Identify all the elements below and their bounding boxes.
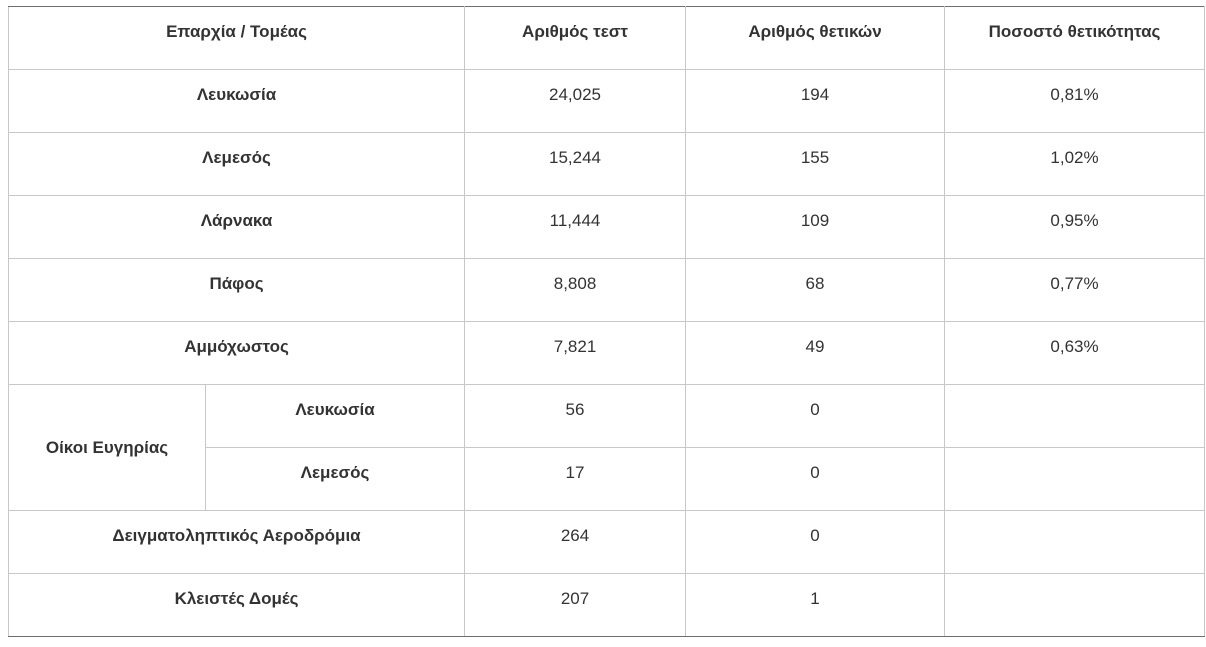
table-row [9, 196, 1205, 259]
row-positives: 194 [686, 70, 945, 133]
row-label: Δειγματοληπτικός Αεροδρόμια [9, 511, 465, 574]
header-district: Επαρχία / Τομέας [9, 7, 465, 70]
row-tests: 207 [465, 574, 686, 637]
row-rate: 0,77% [945, 259, 1205, 322]
row-label: Αμμόχωστος [9, 322, 465, 385]
row-tests: 15,244 [465, 133, 686, 196]
test-results-table [8, 6, 1205, 637]
table-row [9, 574, 1205, 637]
row-tests: 264 [465, 511, 686, 574]
row-positives: 109 [686, 196, 945, 259]
row-rate [945, 574, 1205, 637]
care-homes-label: Οίκοι Ευγηρίας [9, 385, 206, 511]
results-table-wrapper [8, 6, 1205, 637]
row-label: Πάφος [9, 259, 465, 322]
row-rate: 0,81% [945, 70, 1205, 133]
row-label: Λευκωσία [9, 70, 465, 133]
header-positivity-rate: Ποσοστό θετικότητας [945, 7, 1205, 70]
row-tests: 7,821 [465, 322, 686, 385]
header-positives: Αριθμός θετικών [686, 7, 945, 70]
row-label: Λεμεσός [9, 133, 465, 196]
row-label: Κλειστές Δομές [9, 574, 465, 637]
row-rate: 0,95% [945, 196, 1205, 259]
row-label: Λάρνακα [9, 196, 465, 259]
header-tests: Αριθμός τεστ [465, 7, 686, 70]
table-row [9, 70, 1205, 133]
table-header-row [9, 7, 1205, 70]
row-positives: 0 [686, 385, 945, 448]
row-positives: 68 [686, 259, 945, 322]
table-row [9, 511, 1205, 574]
row-label: Λευκωσία [206, 385, 465, 448]
row-positives: 155 [686, 133, 945, 196]
row-rate [945, 511, 1205, 574]
row-label: Λεμεσός [206, 448, 465, 511]
row-tests: 17 [465, 448, 686, 511]
table-row [9, 259, 1205, 322]
row-tests: 11,444 [465, 196, 686, 259]
row-tests: 56 [465, 385, 686, 448]
row-rate [945, 448, 1205, 511]
table-row [9, 133, 1205, 196]
row-tests: 8,808 [465, 259, 686, 322]
row-rate [945, 385, 1205, 448]
row-positives: 49 [686, 322, 945, 385]
table-row [9, 322, 1205, 385]
row-tests: 24,025 [465, 70, 686, 133]
row-rate: 1,02% [945, 133, 1205, 196]
table-row-care-homes-nicosia [9, 385, 1205, 448]
row-positives: 1 [686, 574, 945, 637]
row-positives: 0 [686, 448, 945, 511]
row-rate: 0,63% [945, 322, 1205, 385]
row-positives: 0 [686, 511, 945, 574]
